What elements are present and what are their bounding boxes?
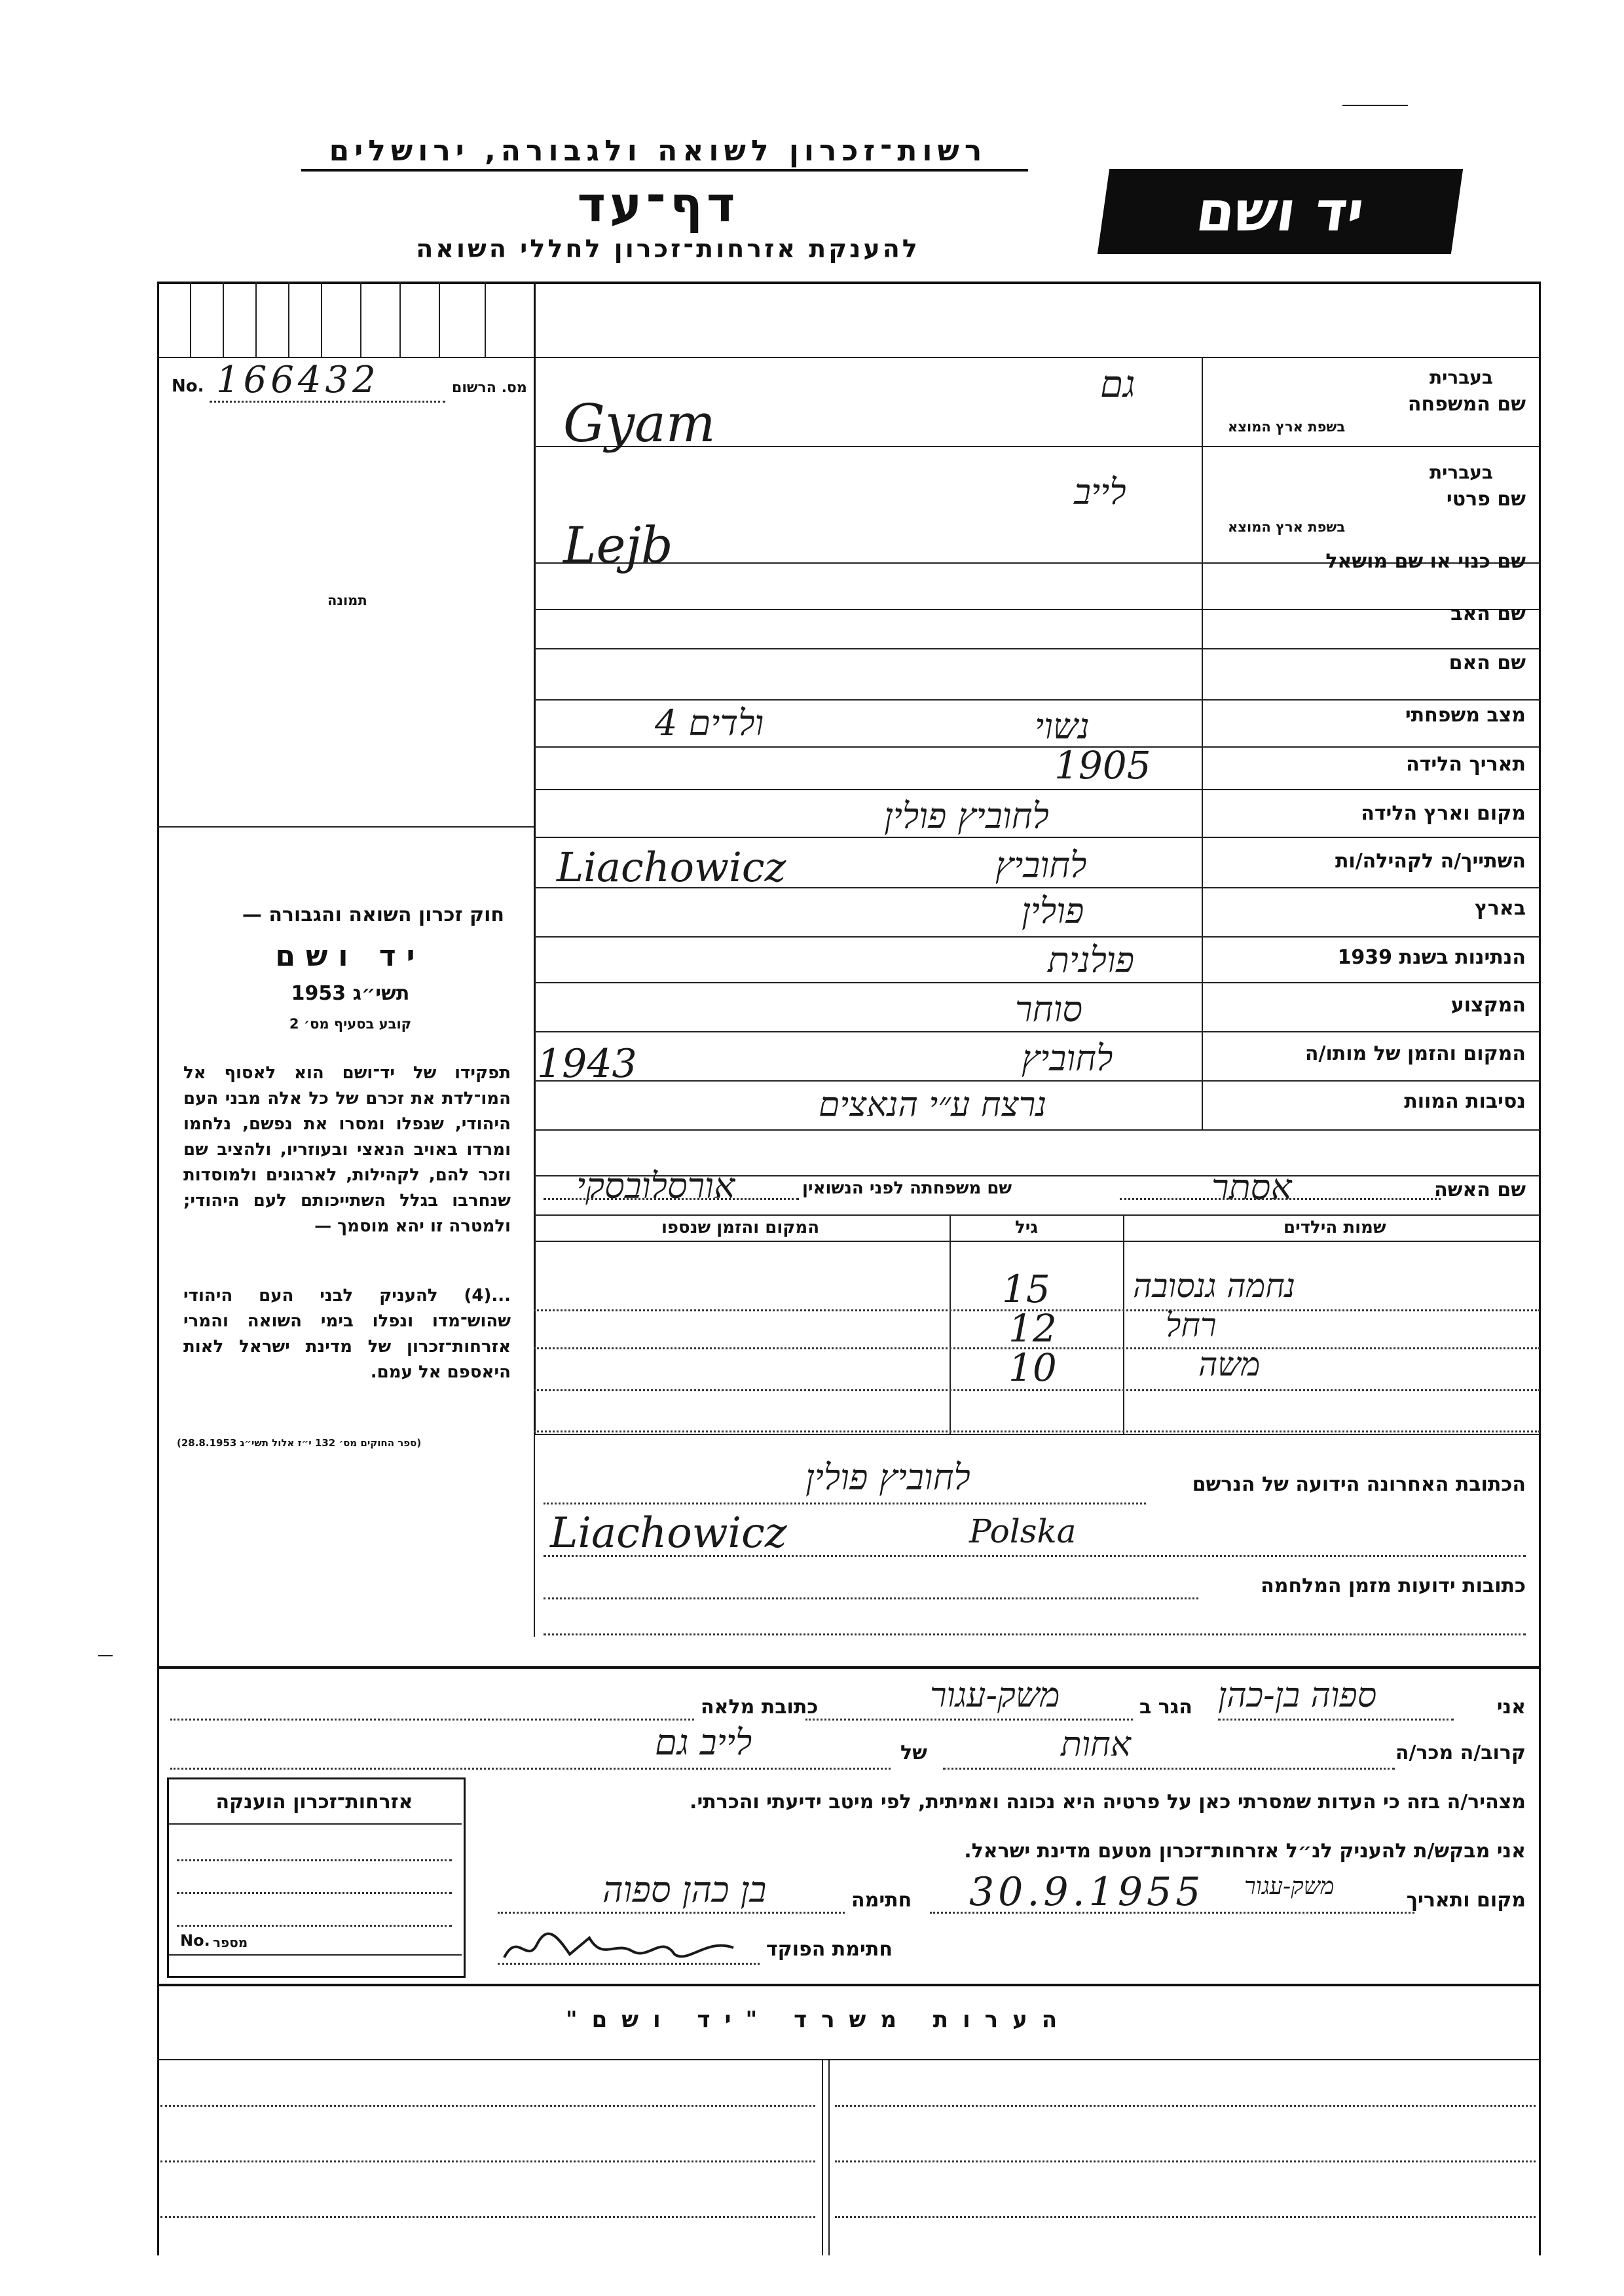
- signature-line: [498, 1912, 845, 1914]
- frame-left: [157, 282, 159, 2255]
- birth-place-label: מקום וארץ הלידה: [1361, 802, 1526, 825]
- citizenship-value: פולנית: [1048, 939, 1135, 981]
- resides-value: משק-עגור: [930, 1676, 1060, 1715]
- yad-vashem-logo: יד ושם: [1098, 169, 1463, 254]
- frame-right: [1539, 282, 1541, 1984]
- notes-title-line: [157, 2059, 1540, 2060]
- law-year: תשי״ג 1953: [291, 982, 410, 1005]
- marital-status-label: מצב משפחתי: [1405, 704, 1526, 727]
- child-age: 10: [1008, 1345, 1057, 1390]
- place-date-line: [930, 1912, 1414, 1914]
- child-name: נחמה גנסובה: [1133, 1267, 1296, 1305]
- frame-right-lower: [1539, 1984, 1541, 2255]
- row-line: [534, 1129, 1540, 1131]
- children-header-line: [534, 1241, 1540, 1242]
- maiden-name-label: שם משפחתה לפני הנשואין: [802, 1178, 1012, 1198]
- full-address-label: כתובת מלאה: [701, 1696, 819, 1719]
- clerk-signature: [498, 1925, 747, 1973]
- margin-mark: [98, 1655, 113, 1656]
- citizenship-box-line: [177, 1925, 452, 1927]
- death-place-time-label: המקום והזמן של מותו/ה: [1304, 1042, 1526, 1065]
- citizenship-granted-title: אזרחות־זכרון הוענקה: [215, 1791, 413, 1813]
- law-citation: (ספר החוקים מס׳ 132 י״ז אלול תשי״ג 28.8.1953): [177, 1437, 422, 1449]
- full-address-line: [170, 1719, 694, 1721]
- law-text-1: תפקידו של יד־ושם הוא לאסוף אל המו־לדת את זכרם של כל אלה מבני העם היהודי, שנפלו ומסרו את נפשם, נלחמו ומרדו באויב הנאצי ובעוזריו, ולהציב שם וזכר להם, לקהילות, לארגונים ולמוסדות שנחרבו בגלל השתייכותם לעם היהודי; ולמטרה זו יהא מוסמך —: [183, 1063, 511, 1236]
- row-line: [534, 1031, 1540, 1032]
- children-count-value: ולדים 4: [655, 702, 764, 744]
- declarant-name-value: ספוה בן-כהן: [1218, 1676, 1377, 1715]
- wartime-address-label: כתובות ידועות מזמן המלחמה: [1261, 1575, 1526, 1597]
- children-row-line: [534, 1430, 1540, 1432]
- children-place-header: המקום והזמן שנספו: [661, 1218, 820, 1237]
- strip-box: [190, 282, 191, 357]
- last-address-latin: Liachowicz: [550, 1509, 787, 1558]
- strip-box: [223, 282, 224, 357]
- birth-place-value: לחוביץ פולין: [884, 795, 1049, 837]
- strip-box: [360, 282, 361, 357]
- declarant-name-line: [1218, 1719, 1454, 1721]
- label-column-divider: [1202, 357, 1203, 1129]
- wife-name-value: אסתר: [1211, 1167, 1292, 1208]
- statement-1: מצהיר/ה בזה כי העדות שמסרתי כאן על פרטיה היא נכונה ואמיתית, לפי מיטב ידיעתי והכרתי.: [690, 1791, 1526, 1813]
- row-line: [534, 982, 1540, 983]
- citizenship-number-label: מספר: [213, 1935, 248, 1950]
- notes-line: [160, 2216, 815, 2218]
- child-name: רחל: [1166, 1306, 1217, 1344]
- place-date-label: מקום ותאריך: [1406, 1889, 1526, 1912]
- birth-year-value: 1905: [1054, 743, 1151, 788]
- hebrew-label-family: בעברית: [1429, 367, 1493, 388]
- strip-box: [321, 282, 322, 357]
- relation-line: [943, 1768, 1395, 1770]
- last-address-country: Polska: [969, 1512, 1077, 1550]
- citizenship-no-label: No.: [180, 1931, 210, 1950]
- registration-number: 166432: [216, 359, 380, 401]
- citizenship-box-rule: [169, 1823, 462, 1825]
- registration-label: מס. הרשום: [452, 380, 527, 396]
- child-name: משה: [1198, 1345, 1261, 1383]
- of-line: [170, 1768, 891, 1770]
- authority-title: רשות־זכרון לשואה ולגבורה, ירושלים: [329, 134, 987, 168]
- profession-value: סוחר: [1015, 989, 1083, 1030]
- frame-top: [157, 282, 1540, 284]
- children-col-divider-2: [950, 1214, 951, 1434]
- address-left-border: [534, 1434, 535, 1637]
- relation-label: קרוב/ה מכר/ה: [1395, 1741, 1526, 1764]
- declarant-i-label: אני: [1496, 1696, 1526, 1719]
- law-heading: חוק זכרון השואה והגבורה —: [242, 903, 504, 926]
- row-line: [534, 699, 1540, 701]
- law-section: קובע בסעיף מס׳ 2: [289, 1016, 412, 1032]
- death-cause-value: נרצח ע״י הנאצים: [819, 1085, 1047, 1125]
- maiden-name-value: אורסלובסקי: [576, 1165, 735, 1207]
- row-line: [534, 837, 1540, 838]
- origin-lang-label-first: בשפת ארץ המוצא: [1228, 519, 1346, 535]
- clerk-signature-label: חתימת הפוקד: [766, 1938, 893, 1961]
- citizenship-1939-label: הנתינות בשנת 1939: [1337, 946, 1526, 969]
- notes-top: [157, 1984, 1540, 1986]
- clerk-signature-line: [498, 1963, 760, 1965]
- wife-name-line: [1120, 1198, 1441, 1200]
- community-value: לחוביץ: [995, 845, 1087, 886]
- child-age: 12: [1008, 1306, 1057, 1351]
- notes-line: [835, 2216, 1536, 2218]
- mother-name-label: שם האם: [1449, 651, 1526, 674]
- country-value: פולין: [1022, 890, 1084, 932]
- nickname-label: שם כנוי או שם מושאל: [1325, 550, 1526, 573]
- notes-divider: [822, 2059, 823, 2255]
- resides-line: [805, 1719, 1133, 1721]
- wartime-address-line: [544, 1597, 1198, 1599]
- signature-label: חתימה: [851, 1889, 912, 1912]
- first-name-hebrew-value: לייב: [1074, 471, 1126, 513]
- last-address-value: לחוביץ פולין: [805, 1457, 970, 1498]
- form-subtitle: להענקת אזרחות־זכרון לחללי השואה: [416, 234, 920, 263]
- community-latin-value: Liachowicz: [557, 843, 786, 891]
- citizenship-box-rule: [169, 1954, 462, 1956]
- row-line: [534, 789, 1540, 790]
- birth-date-label: תאריך הלידה: [1406, 753, 1526, 776]
- row-line: [534, 936, 1540, 938]
- strip-box: [485, 282, 486, 357]
- address-line: [544, 1633, 1526, 1635]
- notes-line: [835, 2160, 1536, 2162]
- family-name-origin-value: Gyam: [563, 393, 716, 454]
- hebrew-label-first: בעברית: [1429, 462, 1493, 483]
- office-notes-title: הערות משרד "יד ושם": [565, 2007, 1072, 2033]
- children-age-header: גיל: [1015, 1218, 1039, 1237]
- death-cause-label: נסיבות המוות: [1404, 1090, 1526, 1113]
- relation-value: אחות: [1061, 1725, 1131, 1764]
- origin-lang-label-family: בשפת ארץ המוצא: [1228, 419, 1346, 435]
- strip-box: [255, 282, 257, 357]
- place-value: משק-עגור: [1244, 1873, 1335, 1900]
- photo-area-bottom: [157, 826, 534, 828]
- father-name-label: שם האב: [1450, 602, 1526, 625]
- last-address-line: [544, 1503, 1146, 1504]
- strip-box: [288, 282, 289, 357]
- last-address-label: הכתובת האחרונה הידועה של הנרשם: [1192, 1473, 1526, 1496]
- notes-line: [160, 2160, 815, 2162]
- profession-label: המקצוע: [1450, 994, 1526, 1017]
- row-line: [534, 609, 1540, 610]
- of-value: לייב גם: [655, 1722, 752, 1763]
- children-col-divider-1: [1123, 1214, 1124, 1434]
- registration-no-label: No.: [172, 376, 204, 396]
- first-name-origin-value: Lejb: [563, 516, 673, 574]
- of-label: של: [900, 1741, 927, 1764]
- signature-value: בן כהן ספוה: [602, 1869, 767, 1910]
- wife-name-label: שם האשה: [1434, 1178, 1526, 1201]
- family-name-label: שם המשפחה: [1407, 393, 1526, 416]
- address-line: [544, 1555, 1526, 1557]
- statement-2: אני מבקש/ת להעניק לנ״ל אזרחות־זכרון מטעם מדינת ישראל.: [964, 1840, 1526, 1863]
- law-yad-vashem: יד ושם: [275, 939, 426, 973]
- family-name-hebrew-value: גם: [1100, 363, 1135, 406]
- resides-label: הגר ב: [1139, 1696, 1192, 1719]
- marital-status-value: נשוי: [1035, 706, 1090, 747]
- children-names-header: שמות הילדים: [1283, 1218, 1386, 1237]
- top-strip-bottom: [157, 357, 1540, 358]
- citizenship-box-line: [177, 1892, 452, 1894]
- first-name-label: שם פרטי: [1446, 488, 1526, 511]
- photo-label: תמונה: [327, 592, 367, 608]
- children-table-top: [534, 1214, 1540, 1216]
- law-text-2: ...(4) להעניק לבני העם היהודי שהוש־מדו ונפלו בימי השואה והמרי אזרחות־זכרון של מדינת ישראל לאות היאספם אל עמם.: [183, 1286, 511, 1382]
- death-year-value: 1943: [537, 1041, 637, 1087]
- form-title: דף־עד: [577, 177, 739, 233]
- declaration-top: [157, 1666, 1540, 1669]
- maiden-name-line: [544, 1198, 799, 1200]
- corner-mark: [1342, 105, 1408, 106]
- child-age: 15: [1002, 1267, 1050, 1311]
- date-value: 30.9.1955: [969, 1869, 1205, 1915]
- row-line: [534, 1080, 1540, 1082]
- left-column-divider: [534, 282, 536, 1434]
- death-place-value: לחוביץ: [1022, 1038, 1113, 1079]
- registration-dotted-line: [210, 401, 445, 403]
- notes-line: [835, 2105, 1536, 2107]
- community-label: השתייך/ה לקהילה/ות: [1335, 850, 1526, 873]
- notes-line: [160, 2105, 815, 2107]
- address-top: [534, 1434, 1540, 1435]
- strip-box: [399, 282, 401, 357]
- country-label: בארץ: [1474, 897, 1526, 920]
- notes-divider: [828, 2059, 830, 2255]
- strip-box: [439, 282, 440, 357]
- row-line: [534, 648, 1540, 649]
- authority-underline: [301, 169, 1028, 172]
- citizenship-box-line: [177, 1859, 452, 1861]
